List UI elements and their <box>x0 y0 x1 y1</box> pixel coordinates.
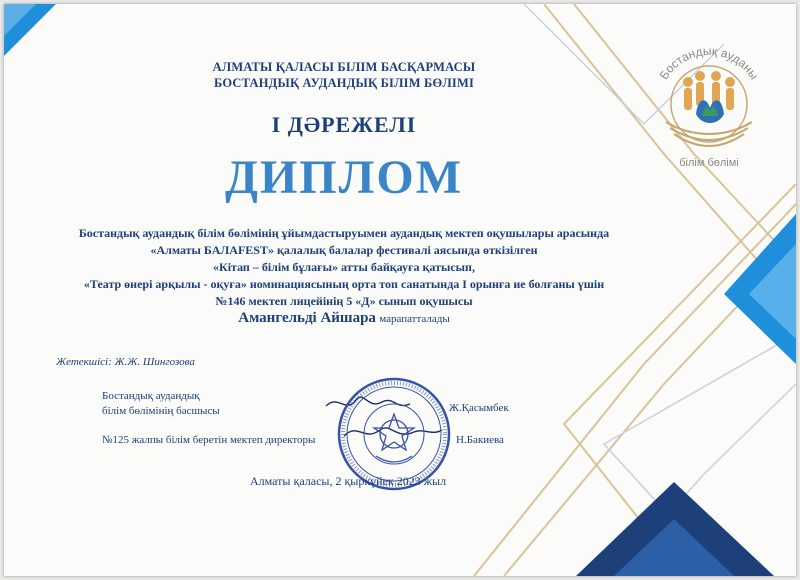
svg-text:Бостандық ауданы <box>657 44 762 82</box>
signatory2-title: №125 жалпы білім беретін мектеп директоры <box>102 434 316 446</box>
supervisor-label: Жетекшісі: Ж.Ж. Шингозова <box>56 356 195 368</box>
degree-label: І ДӘРЕЖЕЛІ <box>271 112 417 137</box>
signatory2-name: Н.Бакиева <box>456 434 504 446</box>
hands-icon <box>696 100 724 123</box>
body-line-4: «Театр өнері арқылы - оқуға» номинациясының орта топ санатында І орынға ие болғаны үшін <box>83 277 605 291</box>
header-line-1: АЛМАТЫ ҚАЛАСЫ БІЛІМ БАСҚАРМАСЫ <box>212 60 476 74</box>
signatory1-line2: білім бөлімінің басшысы <box>102 405 220 417</box>
diploma-page <box>4 4 796 576</box>
body-line-5: №146 мектеп лицейінің 5 «Д» сынып оқушысы <box>215 294 473 308</box>
emblem-icon <box>374 414 414 462</box>
logo-top-text: Бостандық ауданы <box>656 43 762 83</box>
recipient-name: Амангельді Айшара <box>238 310 376 326</box>
recipient-suffix: марапатталады <box>379 313 450 325</box>
body-line-3: «Кітап – білім бұлағы» атты байқауға қатысып, <box>213 260 475 274</box>
signatory1-name: Ж.Қасымбек <box>449 402 509 414</box>
body-line-1: Бостандық аудандық білім бөлімінің ұйымдастыруымен аудандық мектеп оқушылары арасында <box>78 226 610 240</box>
signatory1-line1: Бостандық аудандық <box>102 390 200 402</box>
people-icon <box>683 71 735 110</box>
logo-bottom-text: білім бөлімі <box>679 157 739 169</box>
place-date: Алматы қаласы, 2 қыркүйек 2023 жыл <box>250 474 447 488</box>
body-line-2: «Алматы БАЛАFEST» қалалық балалар фестивалі аясында өткізілген <box>150 243 538 257</box>
header-line-2: БОСТАНДЫҚ АУДАНДЫҚ БІЛІМ БӨЛІМІ <box>213 76 475 90</box>
recipient-line <box>4 310 684 327</box>
diploma-title: ДИПЛОМ <box>224 151 464 204</box>
